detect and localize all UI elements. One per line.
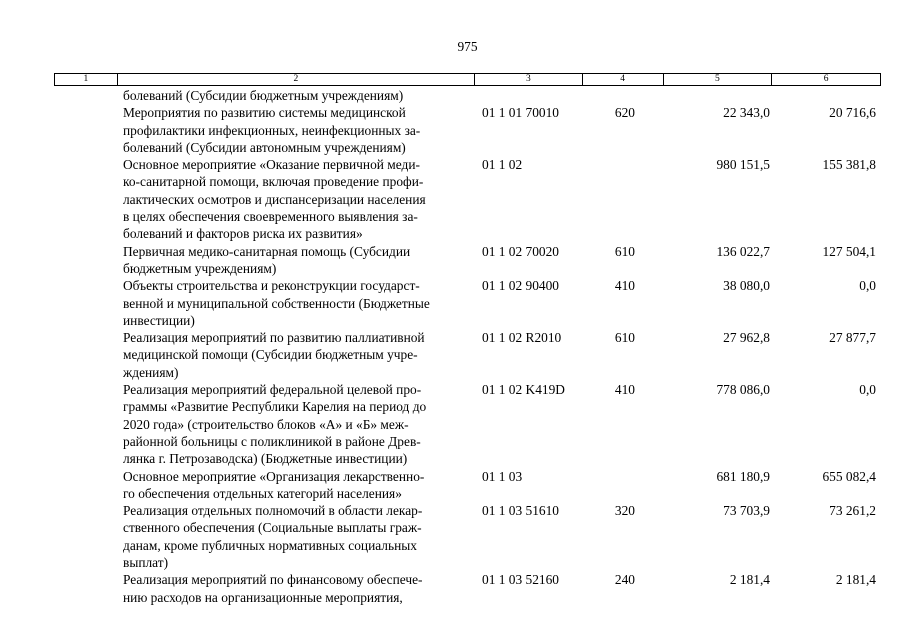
- column-header-3: 3: [475, 74, 583, 85]
- column-header-1: 1: [55, 74, 118, 85]
- table-row: [0, 571, 905, 606]
- row-code: 01 1 03 51610: [482, 503, 559, 519]
- table-row: [0, 468, 905, 503]
- row-amount-1: 136 022,7: [716, 243, 770, 259]
- row-code: 01 1 02 R2010: [482, 330, 562, 346]
- row-description: Мероприятия по развитию системы медицинской профилактики инфекционных, неинфекционных за- болеваний (Субсидии автономным учреждениям): [123, 105, 421, 155]
- row-expense-type: 610: [614, 243, 635, 259]
- row-expense-type: 410: [614, 382, 635, 398]
- row-code: 01 1 03: [482, 468, 523, 484]
- table-column-header-row: [54, 73, 881, 86]
- row-expense-type: 410: [614, 278, 635, 294]
- row-amount-1: 980 151,5: [716, 157, 770, 173]
- row-description: болеваний (Субсидии бюджетным учреждениям): [123, 88, 404, 103]
- row-amount-2: 2 181,4: [835, 572, 876, 588]
- row-expense-type: 620: [614, 105, 635, 121]
- row-code: 01 1 01 70010: [482, 105, 559, 121]
- row-amount-2: 27 877,7: [829, 330, 876, 346]
- row-amount-2: 0,0: [859, 278, 876, 294]
- row-description: Объекты строительства и реконструкции государст- венной и муниципальной собственности (Бюджетные инвестиции): [123, 278, 430, 328]
- column-header-4: 4: [583, 74, 664, 85]
- row-amount-1: 38 080,0: [723, 278, 770, 294]
- table-row: [0, 156, 905, 242]
- row-amount-1: 27 962,8: [723, 330, 770, 346]
- row-amount-2: 20 716,6: [829, 105, 876, 121]
- column-header-2: 2: [118, 74, 475, 85]
- column-header-5: 5: [664, 74, 773, 85]
- row-amount-2: 0,0: [859, 382, 876, 398]
- row-code: 01 1 02 K419D: [482, 382, 565, 398]
- table-row: [0, 277, 905, 329]
- row-expense-type: 240: [614, 572, 635, 588]
- row-amount-2: 655 082,4: [822, 468, 876, 484]
- row-code: 01 1 02 70020: [482, 243, 559, 259]
- row-code: 01 1 03 52160: [482, 572, 559, 588]
- row-amount-2: 73 261,2: [829, 503, 876, 519]
- page-number: 975: [457, 39, 478, 54]
- row-code: 01 1 02: [482, 157, 523, 173]
- row-amount-2: 127 504,1: [822, 243, 876, 259]
- row-description: Реализация мероприятий по развитию паллиативной медицинской помощи (Субсидии бюджетным учре- ждениям): [123, 330, 425, 380]
- table-row: [0, 502, 905, 571]
- row-description: Основное мероприятие «Оказание первичной меди- ко-санитарной помощи, включая проведение профи- лактических осмотров и диспансеризации населения в целях обеспечения своевременного выявления за- болеваний и факторов риска их развития»: [123, 157, 426, 242]
- row-expense-type: 610: [614, 330, 635, 346]
- row-description: Реализация мероприятий по финансовому обеспече- нию расходов на организационные мероприятия,: [123, 572, 423, 605]
- row-amount-1: 778 086,0: [716, 382, 770, 398]
- row-description: Реализация мероприятий федеральной целевой про- граммы «Развитие Республики Карелия на период до 2020 года» (строительство блоков «А» и «Б» меж- районной больницы с поликлиникой в районе Древ- лянка г. Петрозаводска) (Бюджетные инвестиции): [123, 382, 427, 467]
- row-description: Первичная медико-санитарная помощь (Субсидии бюджетным учреждениям): [123, 243, 411, 276]
- row-amount-1: 22 343,0: [723, 105, 770, 121]
- table-row: [0, 329, 905, 381]
- table-row: [0, 104, 905, 156]
- table-row: [0, 243, 905, 278]
- row-amount-2: 155 381,8: [822, 157, 876, 173]
- row-code: 01 1 02 90400: [482, 278, 559, 294]
- row-amount-1: 681 180,9: [716, 468, 770, 484]
- row-expense-type: 320: [614, 503, 635, 519]
- row-description: Основное мероприятие «Организация лекарственно- го обеспечения отдельных категорий населения»: [123, 468, 425, 501]
- table-row: [0, 87, 905, 104]
- row-description: Реализация отдельных полномочий в области лекар- ственного обеспечения (Социальные выплаты граж- данам, кроме публичных нормативных социальных выплат): [123, 503, 423, 571]
- table-body: [0, 87, 905, 606]
- row-amount-1: 73 703,9: [723, 503, 770, 519]
- column-header-6: 6: [823, 74, 829, 84]
- row-amount-1: 2 181,4: [729, 572, 770, 588]
- table-row: [0, 381, 905, 467]
